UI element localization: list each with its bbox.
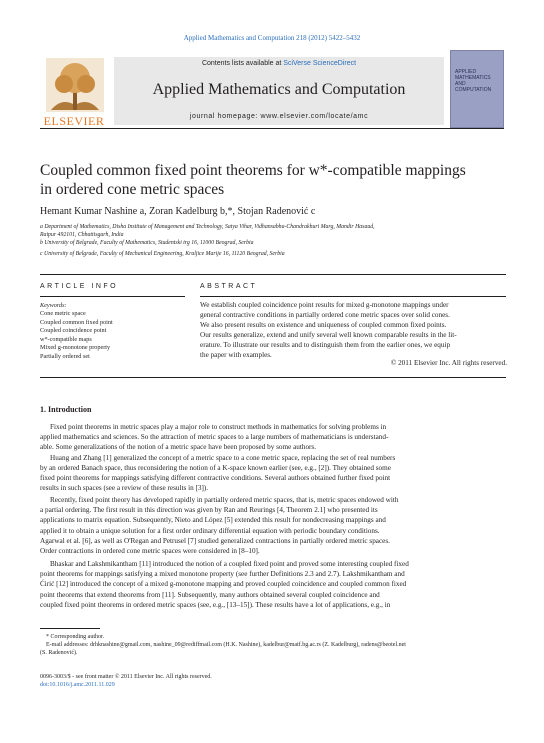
journal-cover[interactable] (450, 50, 504, 128)
affiliation: b University of Belgrade, Faculty of Mathematics, Studentski trg 16, 11000 Beograd, Serbia (40, 240, 254, 246)
text-line: by an ordered Banach space, thus reconsidering the notion of a K-space known earlier (see, e.g., [2]). They obtained some (40, 463, 391, 472)
authors: Hemant Kumar Nashine a, Zoran Kadelburg b,*, Stojan Radenović c (40, 206, 316, 217)
paragraph (40, 559, 507, 610)
text-line: Agarwal et al. [6], as well as O'Regan and Petrusel [7] studied generalized contractions in partially ordered metric spaces. (40, 536, 390, 545)
journal-info-band (114, 57, 444, 125)
text-line: point theorems that extend theorems from [11]. Subsequently, many authors obtained several coupled coincidence and (40, 590, 380, 599)
article-title (40, 161, 500, 199)
text-line: able. Some generalizations of the notion of a metric space have been proposed by some authors. (40, 443, 317, 452)
abstract-line: the paper with examples. (200, 351, 272, 359)
abstract-heading: ABSTRACT (200, 283, 258, 290)
affiliation: c University of Belgrade, Faculty of Mechanical Engineering, Kraljice Marije 16, 11120 Beograd, Serbia (40, 251, 285, 257)
journal-homepage[interactable]: journal homepage: www.elsevier.com/locate/amc (189, 113, 369, 120)
cover-line: APPLIED (455, 69, 477, 75)
text-line: Ćirić [12] introduced the concept of a mixed g-monotone mapping and proved coupled coincidence and coupled common fixed (40, 580, 407, 589)
text-line: a partial ordering. The first result in this direction was given by Ran and Reurings [4, Theorem 2.1] who presented its (40, 506, 378, 515)
cover-title (455, 69, 491, 93)
issn-line: 0096-3003/$ - see front matter © 2011 Elsevier Inc. All rights reserved. (40, 674, 212, 680)
title-line: in ordered cone metric spaces (40, 181, 225, 198)
paragraph (40, 495, 507, 556)
elsevier-logo[interactable] (40, 56, 108, 126)
text-line: fixed point theorems for mappings satisfying different contractive conditions. Several authors obtained further fixed point (40, 474, 391, 483)
keywords-label: Keywords: (40, 302, 67, 309)
keyword: Mixed g-monotone property (40, 344, 111, 351)
text-line: Huang and Zhang [1] generalized the concept of a metric space to a cone metric space, replacing the set of real numbers (50, 453, 396, 462)
keyword: w*-compatible maps (40, 335, 92, 343)
text-line: Bhaskar and Lakshmikantham [11] introduced the notion of a coupled fixed point and proved some interesting coupled fixed (50, 560, 409, 568)
contents-line (114, 60, 444, 67)
running-head[interactable]: Applied Mathematics and Computation 218 (2012) 5422–5432 (183, 34, 361, 42)
footnote-divider (40, 628, 100, 629)
section-heading: 1. Introduction (40, 405, 92, 414)
email-addresses-cont: (S. Radenović). (40, 650, 78, 656)
cover-line: AND (455, 81, 466, 87)
abstract-text (200, 300, 507, 360)
abstract-copyright: © 2011 Elsevier Inc. All rights reserved. (390, 359, 507, 367)
affiliation: Raipur 492101, Chhattisgarh, India (40, 231, 124, 238)
title-line: Coupled common fixed point theorems for w*-compatible mappings (40, 162, 466, 179)
sciencedirect-link[interactable]: SciVerse ScienceDirect (283, 60, 357, 67)
publisher-name: ELSEVIER (43, 114, 105, 128)
text-line: applications to matrix equation. Subsequently, Nieto and López [5] extended this result for nondecreasing mappings and (40, 516, 386, 525)
text-line: applied it to obtain a unique solution for a first order ordinary differential equation with periodic boundary conditions. (40, 526, 380, 535)
text-line: Order contractions in ordered cone metric spaces were considered in [8–10]. (40, 547, 260, 556)
keyword: Coupled common fixed point (40, 318, 113, 326)
abstract-line: general contractive conditions in partially ordered cone metric spaces over solid cones. (200, 311, 450, 319)
elsevier-tree-icon (46, 58, 104, 112)
text-line: results in such spaces (see a review of these results in [3]). (40, 484, 209, 493)
text-line: Recently, fixed point theory has developed rapidly in partially ordered metric spaces, that is, metric spaces endowed with (50, 496, 399, 504)
cover-line: COMPUTATION (455, 87, 492, 93)
email-addresses[interactable]: E-mail addresses: drhknashine@gmail.com, nashine_09@rediffmail.com (H.K. Nashine), kadelbur@matf.bg.ac.rs (Z. Kadelburg), radens@beotel.net (46, 642, 406, 648)
affiliation: a Department of Mathematics, Disha Institute of Management and Technology, Satya Vihar, Vidhansabha-Chandrakhuri Marg, Mandir Hasaud, (40, 224, 375, 230)
text-line: coupled fixed point theorems in ordered metric spaces (see, e.g., [13–15]). These results have a lot of applications, e.g., in (40, 600, 391, 609)
cover-line: MATHEMATICS (455, 75, 491, 81)
keyword: Partially ordered set (40, 352, 90, 360)
contents-prefix: Contents lists available at (201, 60, 284, 67)
text-line: point theorems for mappings satisfying a mixed monotone property (see further Definitions 2.3 and 2.7). Lakshmikantham and (40, 570, 405, 579)
doi-link[interactable]: doi:10.1016/j.amc.2011.11.029 (40, 682, 115, 688)
abstract-line: Our results generalize, extend and unify several well known comparable results in the lit- (200, 331, 457, 339)
article-info-heading: ARTICLE INFO (40, 283, 119, 290)
paragraph (40, 422, 507, 493)
divider (40, 296, 185, 297)
keyword: Coupled coincidence point (40, 327, 107, 334)
journal-title: Applied Mathematics and Computation (152, 81, 406, 98)
abstract-line: erature. To illustrate our results and to distinguish them from the earlier ones, we equip (200, 341, 451, 349)
keyword: Cone metric space (40, 310, 86, 317)
text-line: Fixed point theorems in metric spaces play a major role to construct methods in mathematics for solving problems in (50, 423, 387, 431)
divider (40, 274, 506, 275)
abstract-line: We also present results on existence and uniqueness of coupled common fixed points. (200, 321, 447, 329)
corresponding-author-note: * Corresponding author. (46, 634, 105, 640)
text-line: applied mathematics and sciences. So the attraction of metric spaces to a large numbers of mathematicians is understand- (40, 433, 389, 442)
abstract-line: We establish coupled coincidence point results for mixed g-monotone mappings under (200, 301, 449, 309)
divider (200, 296, 506, 297)
divider (40, 377, 506, 378)
